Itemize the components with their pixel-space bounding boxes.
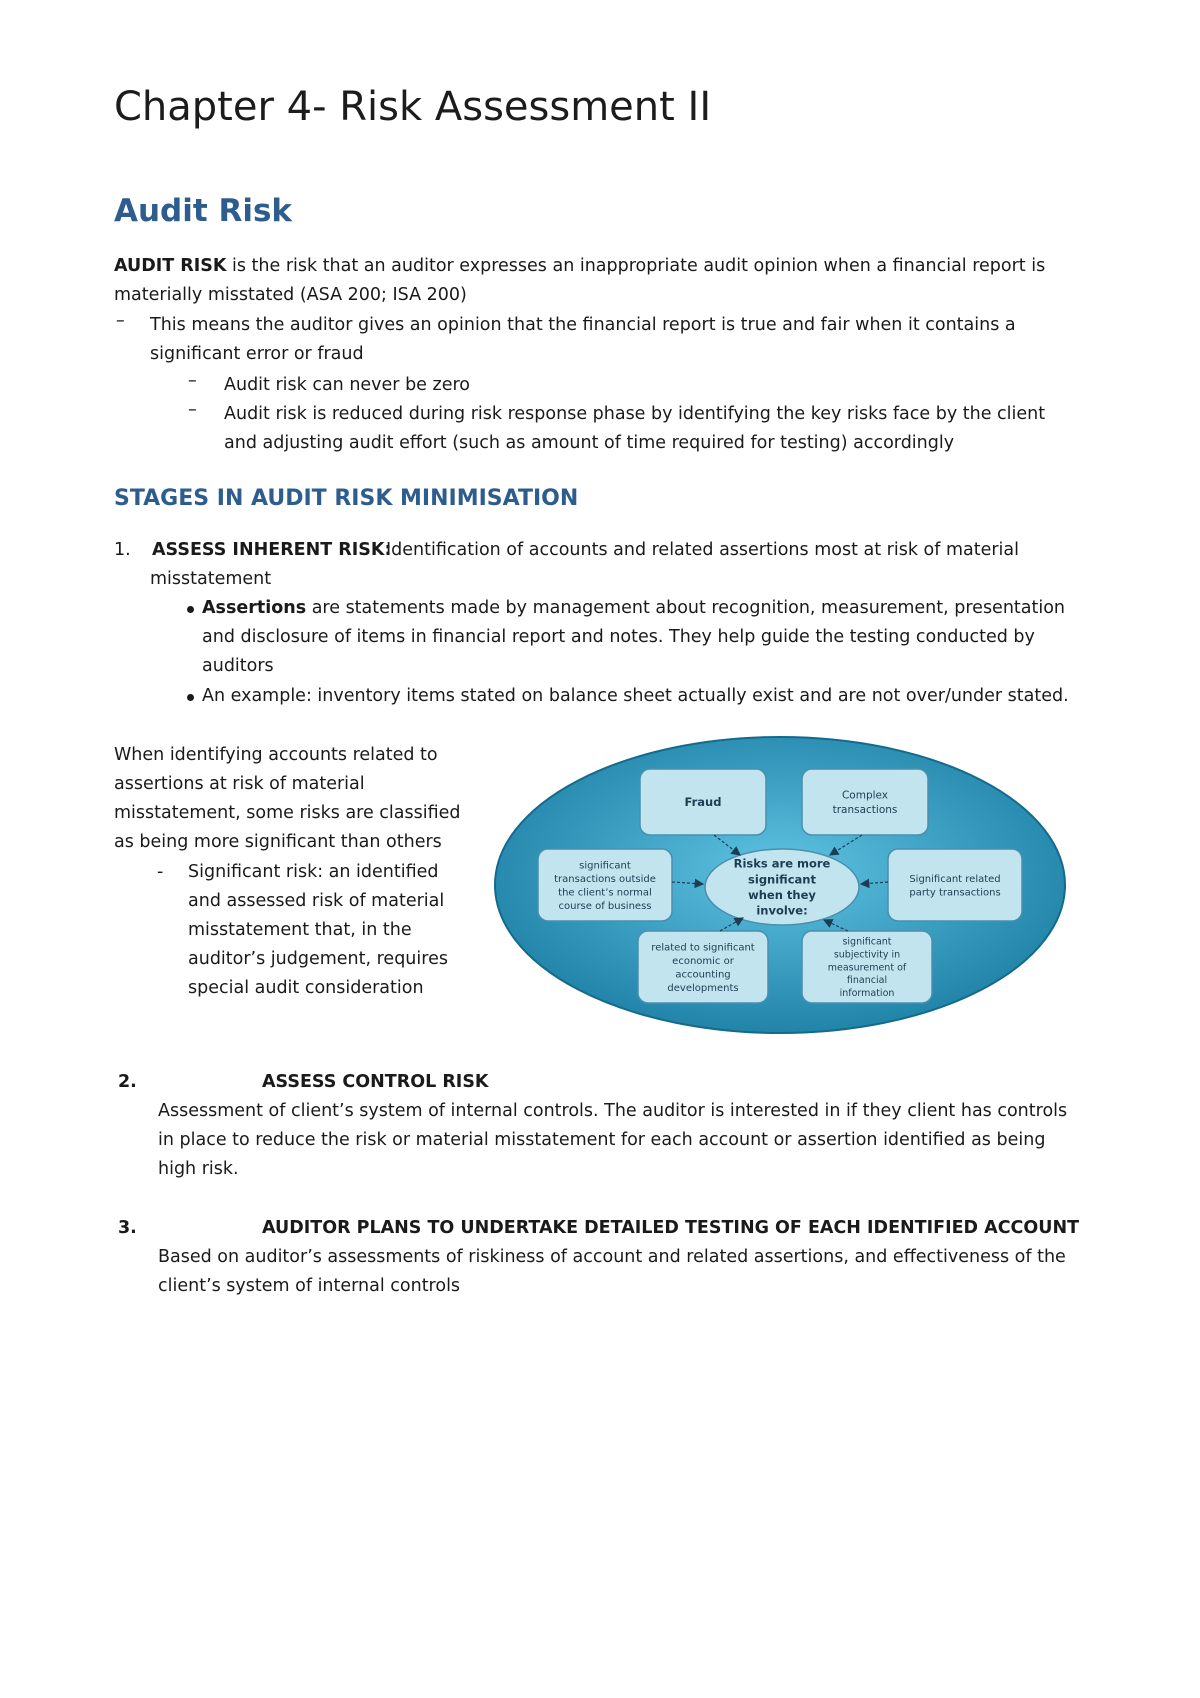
side-text-sub-line2: and assessed risk of material xyxy=(188,891,445,911)
subjectivity-text-line: financial xyxy=(846,975,888,987)
assertions-text: are statements made by management about recognition, measurement, presentation xyxy=(306,598,1066,618)
stage1-number: 1. xyxy=(114,540,131,560)
audit-risk-definition-line2: materially misstated (ASA 200; ISA 200) xyxy=(114,285,467,305)
economic-text-line: related to significant xyxy=(651,942,755,954)
economic-text-line: economic or xyxy=(672,955,734,967)
page-title: Chapter 4- Risk Assessment II xyxy=(114,84,712,130)
side-text-sub-line4: auditor’s judgement, requires xyxy=(188,949,448,969)
bullet-point xyxy=(187,606,194,613)
bullet-point xyxy=(187,694,194,701)
stage2-number: 2. xyxy=(118,1072,137,1092)
audit-risk-point1-line1: This means the auditor gives an opinion that the financial report is true and fair when it contains a xyxy=(150,315,1016,335)
stage1-bullet2: An example: inventory items stated on balance sheet actually exist and are not over/under stated. xyxy=(202,686,1069,706)
subjectivity-text-line: subjectivity in xyxy=(833,949,901,961)
stage2-line3: high risk. xyxy=(158,1159,239,1179)
complex-transactions-box xyxy=(802,769,928,835)
center-text-line: when they xyxy=(748,887,816,902)
section-heading-stages: STAGES IN AUDIT RISK MINIMISATION xyxy=(114,486,579,511)
fraud-text-line: Fraud xyxy=(684,795,722,809)
stage1-label: ASSESS INHERENT RISK: xyxy=(152,540,392,560)
stage2-label: ASSESS CONTROL RISK xyxy=(262,1072,489,1092)
stage3-line2: client’s system of internal controls xyxy=(158,1276,461,1296)
complex-text-line: Complex xyxy=(841,789,889,802)
related-text-line: party transactions xyxy=(909,887,1001,899)
dash-marker: – xyxy=(188,371,197,391)
audit-risk-sub1: Audit risk can never be zero xyxy=(224,375,470,395)
complex-text-line: transactions xyxy=(832,803,898,816)
audit-risk-sub2-line1: Audit risk is reduced during risk response phase by identifying the key risks face by the client xyxy=(224,404,1046,424)
side-text-line3: misstatement, some risks are classified xyxy=(114,803,461,823)
stage3-label: AUDITOR PLANS TO UNDERTAKE DETAILED TESTING OF EACH IDENTIFIED ACCOUNT xyxy=(262,1218,1080,1238)
outside-text-line: significant xyxy=(579,860,631,872)
stage2-line2: in place to reduce the risk or material misstatement for each account or assertion identified as being xyxy=(158,1130,1046,1150)
stage1-bullet1-line2: and disclosure of items in financial report and notes. They help guide the testing conducted by xyxy=(202,627,1035,647)
section-heading-audit-risk: Audit Risk xyxy=(114,193,293,229)
outside-text-line: the client’s normal xyxy=(558,887,652,899)
side-text-sub-line3: misstatement that, in the xyxy=(188,920,412,940)
side-text-line2: assertions at risk of material xyxy=(114,774,365,794)
center-text-line: involve: xyxy=(756,903,808,918)
side-text-line4: as being more significant than others xyxy=(114,832,442,852)
economic-text-line: developments xyxy=(667,982,739,994)
outside-text-line: transactions outside xyxy=(554,873,656,885)
audit-risk-sub2-line2: and adjusting audit effort (such as amount of time required for testing) accordingly xyxy=(224,433,955,453)
side-text-line1: When identifying accounts related to xyxy=(114,745,438,765)
related-party-box xyxy=(888,849,1022,921)
stage1-bullet1-line3: auditors xyxy=(202,656,274,676)
stage1-text-line1: Identification of accounts and related assertions most at risk of material xyxy=(386,540,1019,560)
subjectivity-text-line: information xyxy=(839,988,895,999)
center-text-line: significant xyxy=(748,872,816,887)
stage3-line1: Based on auditor’s assessments of riskiness of account and related assertions, and effectiveness of the xyxy=(158,1247,1066,1267)
audit-risk-definition-line1 xyxy=(114,252,1045,281)
subjectivity-text-line: measurement of xyxy=(827,962,907,974)
stage3-number: 3. xyxy=(118,1218,137,1238)
side-text-sub-line1: Significant risk: an identified xyxy=(188,862,439,882)
outside-text-line: course of business xyxy=(558,900,652,912)
stage1-bullet1-line1 xyxy=(202,594,1065,623)
center-text-line: Risks are more xyxy=(733,856,831,871)
side-text-sub-marker: - xyxy=(157,862,164,882)
risk-significance-diagram xyxy=(490,732,1070,1038)
assertions-term: Assertions xyxy=(202,598,307,618)
audit-risk-point1-line2: significant error or fraud xyxy=(150,344,364,364)
audit-risk-definition-text: is the risk that an auditor expresses an inappropriate audit opinion when a financial report is xyxy=(226,256,1046,276)
audit-risk-term: AUDIT RISK xyxy=(114,256,227,276)
dash-marker: – xyxy=(116,311,125,331)
side-text-sub-line5: special audit consideration xyxy=(188,978,424,998)
stage1-text-line2: misstatement xyxy=(150,569,272,589)
dash-marker: – xyxy=(188,400,197,420)
stage2-line1: Assessment of client’s system of internal controls. The auditor is interested in if they client has controls xyxy=(158,1101,1068,1121)
economic-text-line: accounting xyxy=(675,969,731,981)
subjectivity-text-line: significant xyxy=(842,936,892,948)
related-text-line: Significant related xyxy=(909,873,1001,885)
